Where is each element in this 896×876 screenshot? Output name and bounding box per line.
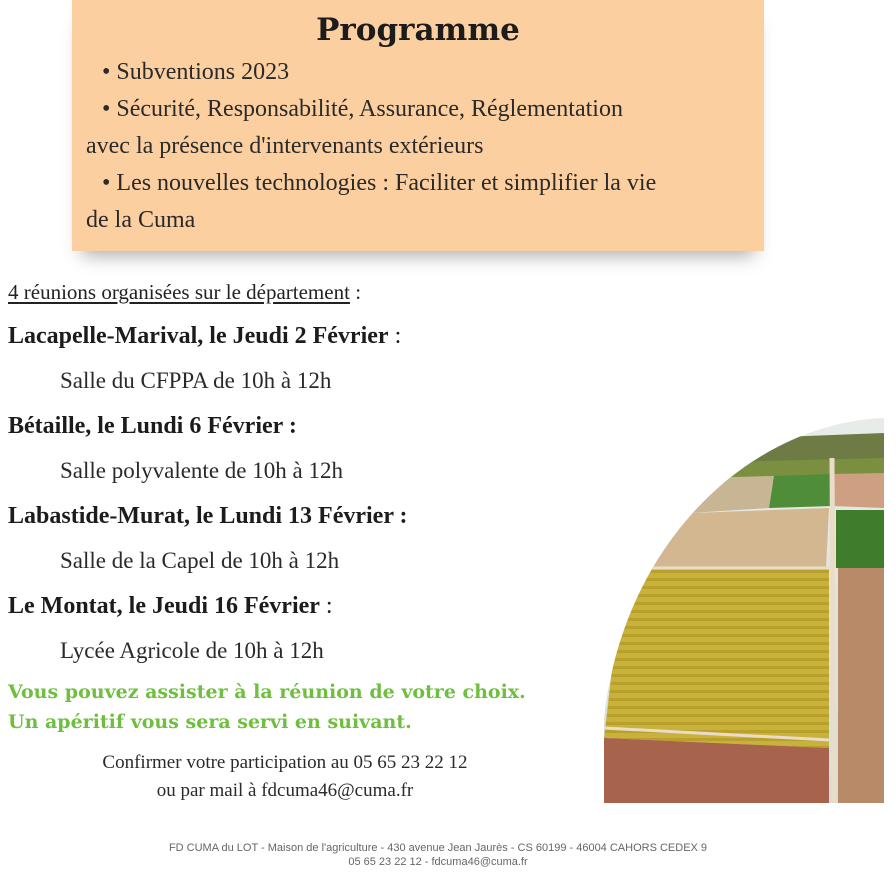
meeting-title-betaille (8, 413, 297, 440)
meeting-place-lacapelle: Salle du CFPPA de 10h à 12h (60, 368, 332, 393)
meeting-place-labastide: Salle de la Capel de 10h à 12h (60, 548, 340, 573)
meeting-colon: : (393, 503, 408, 529)
confirm-mail[interactable]: ou par mail à fdcuma46@cuma.fr (156, 780, 414, 801)
programme-item-technologies: • Les nouvelles technologies : Faciliter et simplifier la vie (102, 170, 657, 196)
meeting-title-text: Labastide-Murat, le Lundi 13 Février (8, 503, 394, 529)
meeting-title-montat (8, 593, 333, 620)
programme-title: Programme (316, 12, 520, 48)
intro-line (8, 280, 361, 305)
footer-contact: 05 65 23 22 12 - fdcuma46@cuma.fr (348, 856, 528, 868)
intro-suffix: : (349, 280, 362, 304)
programme-item-securite-cont: avec la présence d'intervenants extérieurs (86, 133, 484, 159)
footer-address: FD CUMA du LOT - Maison de l'agriculture - 430 avenue Jean Jaurès - CS 60199 - 46004 CAHORS CEDEX 9 (168, 842, 708, 854)
notice-aperitif: Un apéritif vous sera servi en suivant. (8, 711, 412, 733)
meeting-colon: : (282, 413, 297, 439)
meeting-place-betaille: Salle polyvalente de 10h à 12h (60, 458, 343, 483)
meeting-title-text: Le Montat, le Jeudi 16 Février (8, 593, 320, 619)
farm-fields-photo (604, 418, 884, 803)
meeting-title-text: Lacapelle-Marival, le Jeudi 2 Février (8, 323, 389, 349)
confirm-phone: Confirmer votre participation au 05 65 23 22 12 (102, 752, 468, 773)
meeting-colon: : (319, 593, 333, 619)
programme-item-technologies-cont: de la Cuma (86, 207, 196, 233)
programme-box (72, 0, 764, 251)
meeting-title-labastide (8, 503, 408, 530)
notice-choice: Vous pouvez assister à la réunion de votre choix. (8, 681, 526, 703)
meeting-title-text: Bétaille, le Lundi 6 Février (8, 413, 283, 439)
intro-text: 4 réunions organisées sur le département (8, 280, 350, 304)
programme-list (86, 54, 756, 239)
meeting-colon: : (388, 323, 402, 349)
meeting-place-montat: Lycée Agricole de 10h à 12h (60, 638, 324, 663)
programme-item-securite: • Sécurité, Responsabilité, Assurance, Réglementation (102, 96, 623, 122)
programme-item-subventions: • Subventions 2023 (102, 59, 290, 85)
meeting-title-lacapelle (8, 323, 401, 350)
